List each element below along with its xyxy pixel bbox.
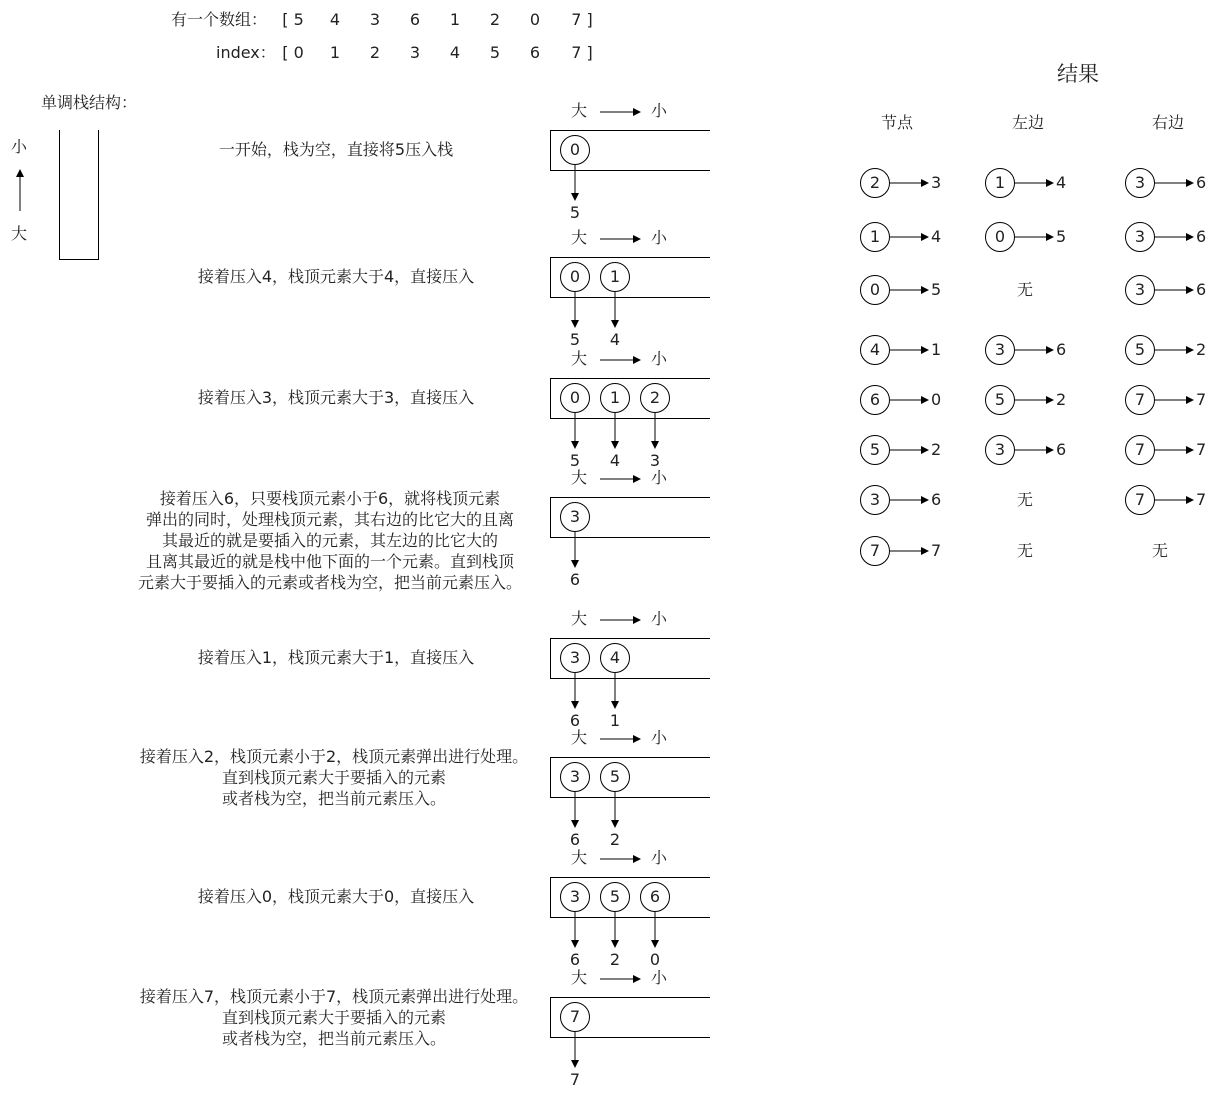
index-value: [ 0 (282, 43, 304, 62)
result-left-value: 6 (1056, 340, 1067, 359)
result-right-circle: 7 (1125, 485, 1155, 515)
stack-value-label: 2 (609, 830, 621, 849)
stack-index-circle: 0 (560, 262, 590, 292)
array-value: 3 (369, 10, 381, 29)
index-value: 6 (529, 43, 541, 62)
stack-index-circle: 7 (560, 1002, 590, 1032)
stack-index-circle: 3 (560, 762, 590, 792)
index-value: 2 (369, 43, 381, 62)
direction-small-label: 小 (651, 609, 668, 628)
result-right-value: 7 (1196, 440, 1207, 459)
result-left-value: 4 (1056, 173, 1067, 192)
result-node-circle: 3 (860, 485, 890, 515)
array-value: 2 (489, 10, 501, 29)
stack-value-label: 5 (569, 330, 581, 349)
result-right-circle: 7 (1125, 385, 1155, 415)
stack-value-label: 5 (569, 451, 581, 470)
stack-index-circle: 1 (600, 383, 630, 413)
stack-value-label: 6 (569, 950, 581, 969)
result-node-circle: 2 (860, 168, 890, 198)
stack-index-circle: 2 (640, 383, 670, 413)
step-caption-line: 且离其最近的就是栈中他下面的一个元素。直到栈顶 (145, 552, 514, 571)
stack-value-label: 0 (649, 950, 661, 969)
direction-big-label: 大 (571, 728, 588, 747)
stack-value-label: 3 (649, 451, 661, 470)
direction-small-label: 小 (651, 228, 668, 247)
result-right-value: 6 (1196, 227, 1207, 246)
stack-index-circle: 3 (560, 882, 590, 912)
legend-title: 单调栈结构： (41, 93, 138, 112)
result-right-value: 7 (1196, 390, 1207, 409)
result-right-circle: 7 (1125, 435, 1155, 465)
step-caption-line: 接着压入7，栈顶元素小于7，栈顶元素弹出进行处理。 (139, 987, 529, 1006)
step-caption-line: 其最近的就是要插入的元素，其左边的比它大的 (161, 531, 498, 550)
step-caption-line: 接着压入1，栈顶元素大于1，直接压入 (197, 648, 475, 667)
result-left-value: 6 (1056, 440, 1067, 459)
result-right-circle: 5 (1125, 335, 1155, 365)
step-caption-line: 接着压入3，栈顶元素大于3，直接压入 (197, 388, 475, 407)
stack-index-circle: 6 (640, 882, 670, 912)
result-right-none: 无 (1152, 541, 1169, 560)
result-node-value: 1 (931, 340, 942, 359)
result-node-value: 2 (931, 440, 942, 459)
step-caption-line: 接着压入2，栈顶元素小于2，栈顶元素弹出进行处理。 (139, 747, 529, 766)
result-node-value: 3 (931, 173, 942, 192)
direction-big-label: 大 (571, 468, 588, 487)
step-caption-line: 弹出的同时，处理栈顶元素，其右边的比它大的且离 (145, 510, 514, 529)
result-left-circle: 3 (985, 435, 1015, 465)
index-label: index： (216, 43, 276, 62)
array-label: 有一个数组： (171, 10, 268, 29)
result-right-value: 7 (1196, 490, 1207, 509)
index-value: 4 (449, 43, 461, 62)
stack-index-circle: 3 (560, 643, 590, 673)
result-right-circle: 3 (1125, 275, 1155, 305)
result-left-value: 2 (1056, 390, 1067, 409)
direction-small-label: 小 (651, 848, 668, 867)
result-node-circle: 6 (860, 385, 890, 415)
result-right-circle: 3 (1125, 222, 1155, 252)
result-left-circle: 5 (985, 385, 1015, 415)
direction-big-label: 大 (571, 228, 588, 247)
index-value: 1 (329, 43, 341, 62)
stack-value-label: 6 (569, 830, 581, 849)
index-value: 5 (489, 43, 501, 62)
result-left-none: 无 (1017, 490, 1034, 509)
result-node-value: 7 (931, 541, 942, 560)
result-left-circle: 3 (985, 335, 1015, 365)
result-node-value: 0 (931, 390, 942, 409)
direction-big-label: 大 (571, 968, 588, 987)
result-node-value: 6 (931, 490, 942, 509)
array-value: 0 (529, 10, 541, 29)
result-header-right: 右边 (1152, 113, 1185, 132)
result-right-value: 2 (1196, 340, 1207, 359)
array-value: [ 5 (282, 10, 304, 29)
result-left-value: 5 (1056, 227, 1067, 246)
direction-big-label: 大 (571, 349, 588, 368)
direction-small-label: 小 (651, 728, 668, 747)
stack-value-label: 5 (569, 203, 581, 222)
direction-big-label: 大 (571, 609, 588, 628)
step-caption-line: 一开始，栈为空，直接将5压入栈 (218, 140, 454, 159)
result-header-left: 左边 (1012, 113, 1045, 132)
stack-index-circle: 0 (560, 135, 590, 165)
stack-value-label: 4 (609, 451, 621, 470)
result-title: 结果 (1057, 62, 1099, 86)
stack-index-circle: 0 (560, 383, 590, 413)
result-node-value: 5 (931, 280, 942, 299)
result-left-circle: 1 (985, 168, 1015, 198)
result-right-value: 6 (1196, 173, 1207, 192)
index-value: 3 (409, 43, 421, 62)
result-left-none: 无 (1017, 541, 1034, 560)
stack-value-label: 6 (569, 570, 581, 589)
result-right-circle: 3 (1125, 168, 1155, 198)
array-value: 1 (449, 10, 461, 29)
step-caption-line: 或者栈为空，把当前元素压入。 (221, 789, 446, 808)
result-node-circle: 7 (860, 536, 890, 566)
step-caption-line: 接着压入4，栈顶元素大于4，直接压入 (197, 267, 475, 286)
result-node-circle: 0 (860, 275, 890, 305)
direction-small-label: 小 (651, 349, 668, 368)
index-value: 7 ] (571, 43, 593, 62)
result-right-value: 6 (1196, 280, 1207, 299)
step-caption-line: 或者栈为空，把当前元素压入。 (221, 1029, 446, 1048)
direction-big-label: 大 (571, 848, 588, 867)
legend-top-label: 小 (11, 137, 28, 156)
stack-index-circle: 5 (600, 762, 630, 792)
legend-bottom-label: 大 (11, 224, 28, 243)
step-caption-line: 元素大于要插入的元素或者栈为空，把当前元素压入。 (137, 573, 522, 592)
stack-index-circle: 4 (600, 643, 630, 673)
direction-small-label: 小 (651, 101, 668, 120)
direction-big-label: 大 (571, 101, 588, 120)
result-node-circle: 4 (860, 335, 890, 365)
stack-value-label: 2 (609, 950, 621, 969)
array-value: 4 (329, 10, 341, 29)
result-left-circle: 0 (985, 222, 1015, 252)
stack-index-circle: 3 (560, 502, 590, 532)
stack-value-label: 6 (569, 711, 581, 730)
stack-index-circle: 5 (600, 882, 630, 912)
stack-value-label: 1 (609, 711, 621, 730)
array-value: 7 ] (571, 10, 593, 29)
array-value: 6 (409, 10, 421, 29)
result-node-value: 4 (931, 227, 942, 246)
step-caption-line: 接着压入0，栈顶元素大于0，直接压入 (197, 887, 475, 906)
result-node-circle: 5 (860, 435, 890, 465)
step-caption-line: 接着压入6，只要栈顶元素小于6，就将栈顶元素 (159, 489, 501, 508)
stack-value-label: 7 (569, 1070, 581, 1089)
result-node-circle: 1 (860, 222, 890, 252)
direction-small-label: 小 (651, 468, 668, 487)
result-header-node: 节点 (881, 113, 914, 132)
stack-index-circle: 1 (600, 262, 630, 292)
step-caption-line: 直到栈顶元素大于要插入的元素 (221, 768, 446, 787)
stack-value-label: 4 (609, 330, 621, 349)
step-caption-line: 直到栈顶元素大于要插入的元素 (221, 1008, 446, 1027)
direction-small-label: 小 (651, 968, 668, 987)
result-left-none: 无 (1017, 280, 1034, 299)
